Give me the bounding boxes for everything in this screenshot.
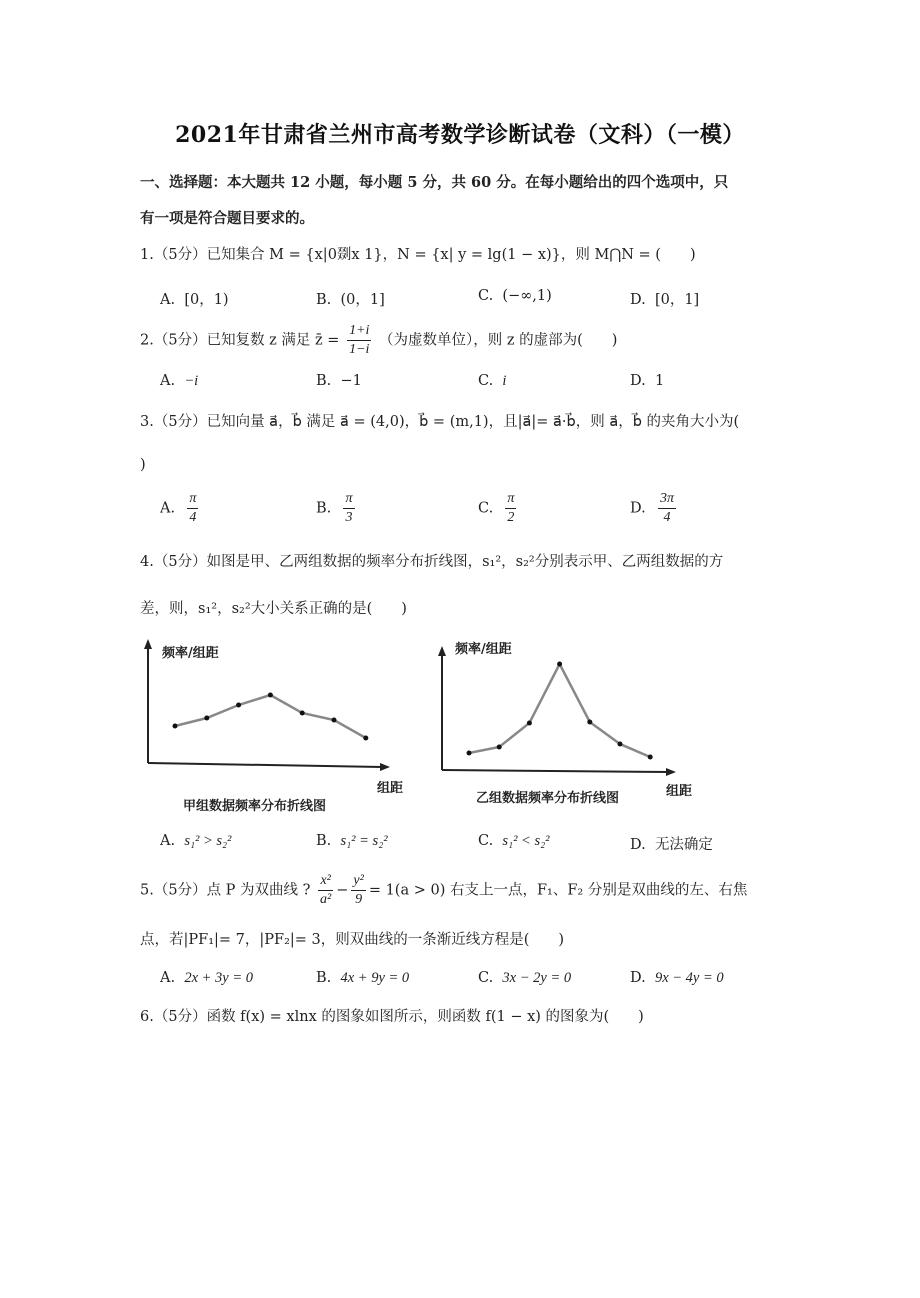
option-label: C. — [478, 373, 494, 389]
option-text: 无法确定 — [654, 837, 713, 853]
chart-jia-ylabel: 频率/组距 — [162, 646, 219, 661]
question-score: （5分） — [153, 247, 207, 263]
question-5-option-c — [478, 970, 571, 987]
option-label: B. — [316, 500, 332, 517]
option-label: D. — [630, 373, 646, 389]
question-number: 4. — [140, 554, 154, 570]
question-score: （5分） — [153, 554, 207, 570]
fraction-denominator: a² — [320, 892, 332, 907]
data-point — [648, 755, 653, 760]
option-label: C. — [478, 970, 494, 986]
fraction-numerator: π — [187, 490, 198, 509]
option-label: D. — [630, 970, 646, 986]
option-label: D. — [630, 500, 646, 517]
option-text: s₁² < s₂² — [502, 833, 550, 849]
data-point — [587, 720, 592, 725]
data-point — [527, 721, 532, 726]
option-text: 1 — [654, 373, 665, 389]
option-text: 4x + 9y = 0 — [340, 970, 410, 986]
question-text: 函数 f(x) = xlnx 的图象如图所示，则函数 f(1 − x) 的图象为( ) — [206, 1009, 644, 1025]
question-number: 2. — [140, 332, 154, 349]
section-heading-line-2: 有一项是符合题目要求的。 — [140, 210, 314, 227]
fraction-y2-9 — [351, 872, 365, 909]
data-point — [332, 718, 337, 723]
option-text: i — [502, 373, 507, 389]
option-text: (−∞,1) — [502, 288, 552, 304]
question-3-stem-continued: ) — [140, 457, 146, 473]
fraction-denominator: 4 — [663, 510, 671, 525]
option-label: B. — [316, 833, 332, 849]
question-number: 6. — [140, 1009, 154, 1025]
data-point — [204, 716, 209, 721]
question-6-stem — [140, 1005, 644, 1026]
question-5-option-b — [316, 970, 409, 987]
question-4-option-d — [630, 833, 713, 854]
option-label: A. — [160, 292, 176, 308]
data-point — [300, 711, 305, 716]
data-point — [268, 693, 273, 698]
fraction-numerator: 1+i — [347, 322, 371, 341]
option-text: s₁² > s₂² — [184, 833, 232, 849]
question-5-stem-continued: 点，若|PF₁|= 7，|PF₂|= 3，则双曲线的一条渐近线方程是( ) — [140, 932, 565, 948]
option-label: B. — [316, 373, 332, 389]
option-text: −i — [184, 373, 199, 389]
question-score: （5分） — [153, 1009, 207, 1025]
question-5-stem — [140, 872, 747, 909]
data-point — [236, 703, 241, 708]
fraction-numerator: x² — [318, 872, 332, 891]
fraction-numerator: π — [343, 490, 354, 509]
question-5-option-d — [630, 970, 724, 987]
question-text: 如图是甲、乙两组数据的频率分布折线图，s₁²，s₂²分别表示甲、乙两组数据的方 — [206, 554, 724, 570]
option-label: D. — [630, 837, 646, 853]
question-score: （5分） — [153, 414, 207, 430]
question-text-post: = 1(a > 0) 右支上一点，F₁、F₂ 分别是双曲线的左、右焦 — [368, 882, 748, 899]
option-text: s₁² = s₂² — [340, 833, 388, 849]
section-heading-line-1: 一、选择题：本大题共 12 小题，每小题 5 分，共 60 分。在每小题给出的四个选项中，只 — [140, 174, 729, 191]
fraction-denominator: 2 — [507, 510, 515, 525]
fraction-denominator: 1−i — [349, 342, 370, 357]
data-point — [557, 662, 562, 667]
fraction-denominator: 3 — [345, 510, 353, 525]
option-label: A. — [160, 373, 176, 389]
data-point — [497, 745, 502, 750]
data-point — [363, 736, 368, 741]
option-label: C. — [478, 500, 494, 517]
question-text: 已知集合 M = {x|0剟x 1}，N = {x| y = lg(1 − x)}，则 M⋂N = ( ) — [206, 247, 696, 263]
question-text-post: （为虚数单位），则 z 的虚部为( ) — [379, 332, 618, 349]
fraction-x2-a2 — [318, 872, 333, 909]
option-label: B. — [316, 292, 332, 308]
fraction-denominator: 9 — [355, 892, 363, 907]
chart-jia-xlabel: 组距 — [377, 781, 404, 796]
option-label: A. — [160, 970, 176, 986]
option-label: D. — [630, 292, 646, 308]
option-text: [0，1) — [184, 292, 229, 308]
option-text: [0，1] — [654, 292, 700, 308]
option-label: A. — [160, 833, 176, 849]
fraction-numerator: 3π — [658, 490, 676, 509]
option-label: C. — [478, 833, 494, 849]
question-4-option-a — [160, 833, 231, 850]
question-text-pre: 已知复数 z 满足 z̄ = — [206, 332, 340, 349]
option-label: A. — [160, 500, 176, 517]
option-text: 2x + 3y = 0 — [184, 970, 254, 986]
question-score: （5分） — [153, 882, 207, 899]
option-label: C. — [478, 288, 494, 304]
question-4-stem-continued: 差，则，s₁²，s₂²大小关系正确的是( ) — [140, 601, 407, 617]
option-text: (0，1] — [340, 292, 385, 308]
question-4-option-b — [316, 833, 388, 850]
page-title: 2021年甘肃省兰州市高考数学诊断试卷（文科）（一模） — [175, 122, 745, 148]
question-text-pre: 点 P 为双曲线 ? — [206, 882, 311, 899]
question-number: 3. — [140, 414, 154, 430]
fraction-numerator: π — [505, 490, 516, 509]
question-text: 已知向量 a⃗，b⃗ 满足 a⃗ = (4,0)，b⃗ = (m,1)，且|a⃗|= a⃗·b⃗，则 a⃗，b⃗ 的夹角大小为( — [206, 414, 740, 430]
option-text: 9x − 4y = 0 — [654, 970, 724, 986]
question-4-option-c — [478, 833, 550, 850]
fraction-denominator: 4 — [189, 510, 197, 525]
minus-sign: − — [336, 882, 349, 899]
chart-yi-title: 乙组数据频率分布折线图 — [476, 791, 620, 806]
data-point — [467, 751, 472, 756]
chart-jia-title: 甲组数据频率分布折线图 — [183, 799, 327, 814]
data-point — [173, 724, 178, 729]
data-point — [618, 742, 623, 747]
chart-yi-ylabel: 频率/组距 — [455, 642, 512, 657]
question-score: （5分） — [153, 332, 207, 349]
option-label: B. — [316, 970, 332, 986]
question-5-option-a — [160, 970, 253, 987]
option-text: 3x − 2y = 0 — [502, 970, 572, 986]
chart-yi-xlabel: 组距 — [666, 784, 693, 799]
option-text: −1 — [340, 373, 362, 389]
question-number: 5. — [140, 882, 154, 899]
fraction-numerator: y² — [351, 872, 365, 891]
question-number: 1. — [140, 247, 154, 263]
